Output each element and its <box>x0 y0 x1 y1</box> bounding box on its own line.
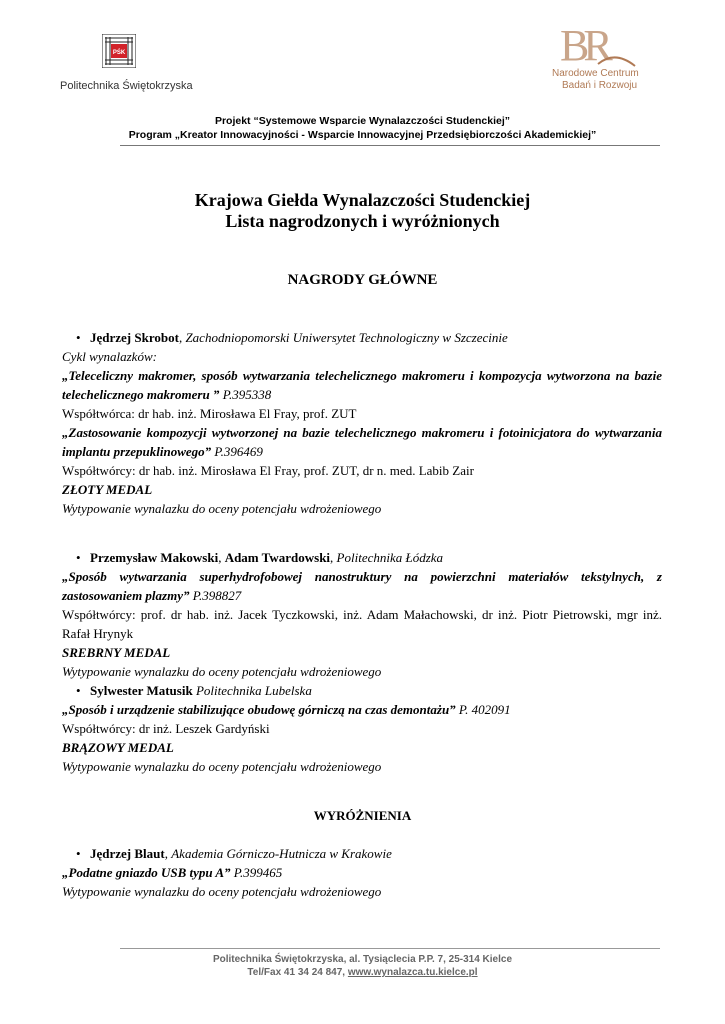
title-line1: Krajowa Giełda Wynalazczości Studenckiej <box>194 190 531 210</box>
coauthors: Współtwórcy: dr hab. inż. Mirosława El Fray, prof. ZUT, dr n. med. Labib Zair <box>62 463 474 478</box>
invention-title: „Teleceliczny makromer, sposób wytwarzania telechelicznego makromeru i kompozycja wytworzona na bazie telechelicznego makromeru ” <box>62 368 662 402</box>
footer-website-link[interactable]: www.wynalazca.tu.kielce.pl <box>347 967 478 978</box>
distinctions-heading: WYRÓŻNIENIA <box>313 808 412 823</box>
laureate-affiliation: Politechnika Łódzka <box>336 550 444 565</box>
medal-label: SREBRNY MEDAL <box>62 645 171 660</box>
laureate-name: Jędrzej Blaut <box>90 846 165 861</box>
title-line2: Lista nagrodzonych i wyróżnionych <box>225 211 500 231</box>
ncbr-logo <box>540 20 660 100</box>
pk-mark-text: PŚK <box>112 50 126 56</box>
invention-title: „Podatne gniazdo USB typu A” <box>62 865 231 880</box>
patent-number: P.396469 <box>214 444 263 459</box>
coauthors: Współtwórcy: dr inż. Leszek Gardyński <box>62 721 270 736</box>
ncbr-mark-text: BR <box>560 21 607 68</box>
politechnika-emblem-icon <box>102 34 136 68</box>
laureate-name-2: Adam Twardowski <box>224 550 331 565</box>
laureate-affiliation: Zachodniopomorski Uniwersytet Technologiczny w Szczecinie <box>185 330 508 345</box>
invention-title: „Zastosowanie kompozycji wytworzonej na bazie telechelicznego makromeru i fotoinicjatora do wytwarzania implantu przepuklinowego” <box>62 425 662 459</box>
page-footer <box>0 953 725 979</box>
award-entry-2: • Przemysław Makowski, Adam Twardowski, Politechnika Łódzka „Sposób wytwarzania superhydrofobowej nanostruktury na powierzchni materiałów tekstylnych, z zastosowaniem plazmy” P.398827 Współtwórcy: prof. dr hab. inż. Jacek Tyczkowski, inż. Adam Małachowski, dr inż. Piotr Pietrowski, mgr inż. Rafał Hrynyk SREBRNY MEDAL Wytypowanie wynalazku do oceny potencjału wdrożeniowego <box>62 548 662 681</box>
laureate-name: Przemysław Makowski <box>90 550 219 565</box>
ncbr-logo-text <box>552 68 639 92</box>
footer-divider <box>120 948 660 949</box>
main-awards-heading: NAGRODY GŁÓWNE <box>287 272 438 288</box>
project-header <box>0 114 725 142</box>
ncbr-br-icon <box>540 20 650 68</box>
footer-phone: Tel/Fax 41 34 24 847, <box>247 967 348 978</box>
laureate-name: Jędrzej Skrobot <box>90 330 179 345</box>
laureate-name: Sylwester Matusik <box>90 683 193 698</box>
header-divider <box>120 145 660 146</box>
invention-title: „Sposób i urządzenie stabilizujące obudowę górniczą na czas demontażu” <box>62 702 456 717</box>
ncbr-line2: Badań i Rozwoju <box>562 80 638 91</box>
patent-number: P. 402091 <box>458 702 511 717</box>
cycle-label: Cykl wynalazków: <box>62 349 157 364</box>
patent-number: P.399465 <box>233 865 283 880</box>
project-line1: Projekt “Systemowe Wsparcie Wynalazczości Studenckiej” <box>214 115 511 127</box>
implementation-note: Wytypowanie wynalazku do oceny potencjału wdrożeniowego <box>62 759 382 774</box>
footer-contact <box>0 966 725 979</box>
ncbr-line1: Narodowe Centrum <box>552 68 639 79</box>
coauthors: Współtwórca: dr hab. inż. Mirosława El Fray, prof. ZUT <box>62 406 357 421</box>
distinction-entry-1: • Jędrzej Blaut, Akademia Górniczo-Hutnicza w Krakowie „Podatne gniazdo USB typu A” P.399465 Wytypowanie wynalazku do oceny potencjału wdrożeniowego <box>62 844 662 901</box>
implementation-note: Wytypowanie wynalazku do oceny potencjału wdrożeniowego <box>62 501 382 516</box>
laureate-affiliation: Politechnika Lubelska <box>195 683 312 698</box>
footer-address: Politechnika Świętokrzyska, al. Tysiąclecia P.P. 7, 25-314 Kielce <box>212 954 513 965</box>
patent-number: P.398827 <box>192 588 242 603</box>
invention-title: „Sposób wytwarzania superhydrofobowej nanostruktury na powierzchni materiałów tekstylnych, z zastosowaniem plazmy” <box>62 569 662 603</box>
politechnika-logo-text: Politechnika Świętokrzyska <box>60 80 193 92</box>
medal-label: ZŁOTY MEDAL <box>62 482 153 497</box>
patent-number: P.395338 <box>222 387 272 402</box>
page-title <box>0 190 725 232</box>
coauthors: Współtwórcy: prof. dr hab. inż. Jacek Tyczkowski, inż. Adam Małachowski, dr inż. Piotr Pietrowski, mgr inż. Rafał Hrynyk <box>62 607 662 641</box>
medal-label: BRĄZOWY MEDAL <box>62 740 174 755</box>
award-entry-1: • Jędrzej Skrobot, Zachodniopomorski Uniwersytet Technologiczny w Szczecinie Cykl wynalazków: „Teleceliczny makromer, sposób wytwarzania telechelicznego makromeru i kompozycja wytworzona na bazie telechelicznego makromeru ” P.395338 Współtwórca: dr hab. inż. Mirosława El Fray, prof. ZUT „Zastosowanie kompozycji wytworzonej na bazie telechelicznego makromeru i fotoinicjatora do wytwarzania implantu przepuklinowego” P.396469 Współtwórcy: dr hab. inż. Mirosława El Fray, prof. ZUT, dr n. med. Labib Zair ZŁOTY MEDAL Wytypowanie wynalazku do oceny potencjału wdrożeniowego <box>62 328 662 518</box>
implementation-note: Wytypowanie wynalazku do oceny potencjału wdrożeniowego <box>62 884 382 899</box>
laureate-affiliation: Akademia Górniczo-Hutnicza w Krakowie <box>171 846 392 861</box>
program-line2: Program „Kreator Innowacyjności - Wsparcie Innowacyjnej Przedsiębiorczości Akademickiej” <box>128 129 597 141</box>
implementation-note: Wytypowanie wynalazku do oceny potencjału wdrożeniowego <box>62 664 382 679</box>
award-entry-3 <box>62 681 662 776</box>
